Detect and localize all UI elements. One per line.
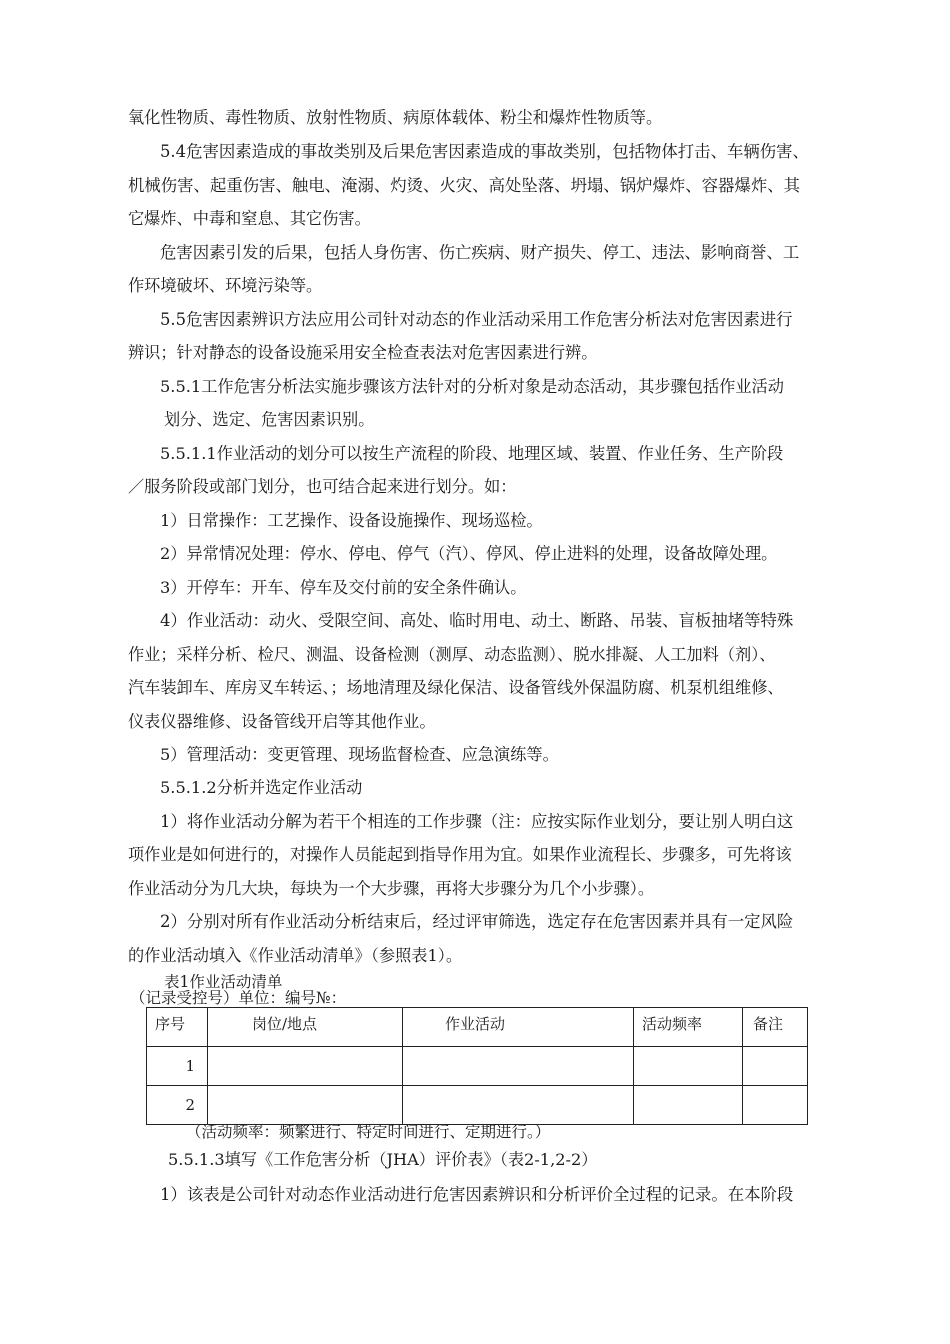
text-line: 机械伤害、起重伤害、触电、淹溺、灼烫、火灾、高处坠落、坍塌、锅炉爆炸、容器爆炸、其 [128,176,801,195]
text-line: 作环境破坏、环境污染等。 [128,276,323,295]
table-cell [208,1047,403,1086]
text-line: 危害因素引发的后果，包括人身伤害、伤亡疾病、财产损失、停工、违法、影响商誉、工 [160,243,800,262]
text-line: 作业；采样分析、检尺、测温、设备检测（测厚、动态监测）、脱水排凝、人工加料（剂）、 [128,645,776,664]
table-cell [743,1086,808,1125]
text-line: 汽车装卸车、库房叉车转运、；场地清理及绿化保洁、设备管线外保温防腐、机泵机组维修、 [128,678,784,697]
section-5-5-1-line: 5.5.1工作危害分析法实施步骤该方法针对的分析对象是动态活动，其步骤包括作业活动 [160,377,784,396]
table-cell [403,1047,634,1086]
section-5-5-1-1-line: 5.5.1.1作业活动的划分可以按生产流程的阶段、地理区域、装置、作业任务、生产阶段 [160,444,784,463]
text-line: 氧化性物质、毒性物质、放射性物质、病原体载体、粉尘和爆炸性物质等。 [128,108,663,127]
list-item: 2）异常情况处理：停水、停电、停气（汽）、停风、停止进料的处理，设备故障处理。 [160,544,778,563]
table-header-row [147,1008,808,1047]
record-control-line: （记录受控号）单位：编号№： [130,989,347,1007]
text-line: 的作业活动填入《作业活动清单》（参照表1）。 [128,946,463,965]
section-5-5-line: 5.5危害因素辨识方法应用公司针对动态的作业活动采用工作危害分析法对危害因素进行 [160,310,793,329]
table-caption: 表1作业活动清单 [164,973,283,991]
list-item: 5）管理活动：变更管理、现场监督检查、应急演练等。 [160,745,559,764]
section-5-5-1-2-heading: 5.5.1.2分析并选定作业活动 [160,778,363,797]
table-row [147,1047,808,1086]
text-line: 它爆炸、中毒和窒息、其它伤害。 [128,209,371,228]
text-line: 仪表仪器维修、设备管线开启等其他作业。 [128,712,436,731]
column-header: 序号 [147,1008,208,1047]
text-line: ／服务阶段或部门划分，也可结合起来进行划分。如： [128,477,517,496]
text-line: 1）该表是公司针对动态作业活动进行危害因素辨识和分析评价全过程的记录。在本阶段 [160,1185,794,1204]
list-item: 1）将作业活动分解为若干个相连的工作步骤（注：应按实际作业划分，要让别人明白这 [160,812,794,831]
section-5-5-1-3-heading: 5.5.1.3填写《工作危害分析（JHA）评价表》（表2-1,2-2） [168,1150,598,1169]
activity-list-table [146,1007,808,1125]
table-row [147,1086,808,1125]
table-cell: 1 [147,1047,208,1086]
text-line: 项作业是如何进行的，对操作人员能起到指导作用为宜。如果作业流程长、步骤多，可先将该 [128,845,792,864]
list-item: 1）日常操作：工艺操作、设备设施操作、现场巡检。 [160,511,543,530]
table-cell [403,1086,634,1125]
column-header: 备注 [743,1008,808,1047]
column-header: 作业活动 [403,1008,634,1047]
list-item: 4）作业活动：动火、受限空间、高处、临时用电、动土、断路、吊装、盲板抽堵等特殊 [160,611,794,630]
text-line: 划分、选定、危害因素识别。 [164,410,375,429]
section-5-4-line: 5.4危害因素造成的事故类别及后果危害因素造成的事故类别，包括物体打击、车辆伤害、 [160,142,809,161]
table-cell [634,1086,743,1125]
table-cell [208,1086,403,1125]
table-cell [634,1047,743,1086]
text-line: 辨识；针对静态的设备设施采用安全检查表法对危害因素进行辨。 [128,343,598,362]
table-cell [743,1047,808,1086]
text-line: 作业活动分为几大块，每块为一个大步骤，再将大步骤分为几个小步骤）。 [128,879,655,898]
column-header: 活动频率 [634,1008,743,1047]
table-cell: 2 [147,1086,208,1125]
list-item: 3）开停车：开车、停车及交付前的安全条件确认。 [160,578,527,597]
table-note: （活动频率：频繁进行、特定时间进行、定期进行。） [186,1123,551,1141]
column-header: 岗位/地点 [208,1008,403,1047]
list-item: 2）分别对所有作业活动分析结束后，经过评审筛选，选定存在危害因素并具有一定风险 [160,912,794,931]
